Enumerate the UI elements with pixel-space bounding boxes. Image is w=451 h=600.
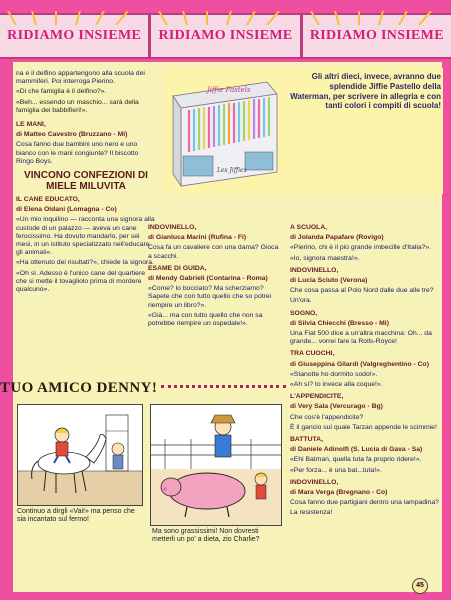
page-number: 45: [412, 578, 428, 594]
joke-text: «Già... ma con tutto quello che non sa potrebbe riempire un ospedale!».: [148, 311, 263, 328]
joke-author: di Jolanda Papafare (Rovigo): [290, 234, 384, 242]
joke-text: Che cosa passa al Polo Nord dalle due alle tre?: [290, 287, 434, 295]
header-banner: [0, 13, 451, 59]
joke-title: LE MANI,: [16, 121, 46, 129]
joke-author: di Elena Oldani (Lomagna - Co): [16, 206, 117, 214]
joke-text: «Per forza... è una bat...tuta!».: [290, 466, 382, 474]
sunburst-icon: [157, 11, 307, 25]
comic-caption-2: Ma sono grassissimi! Non dovresti metterli un po' a dieta, zio Charlie?: [152, 528, 260, 544]
joke-text: Un'ora.: [290, 297, 312, 305]
joke-author: di Very Sala (Vercurago - Bg): [290, 403, 383, 411]
joke-author: di Daniele Adinolfi (S. Lucia di Gava - Sa): [290, 446, 423, 454]
joke-title: SOGNO,: [290, 309, 318, 317]
joke-text: La resistenza!: [290, 509, 333, 517]
joke-author: di Lucia Sciuto (Verona): [290, 277, 368, 285]
intro-line: «Di che famiglia è il delfino?».: [16, 88, 107, 96]
joke-author: di Silvia Chiecchi (Bresso - Mi): [290, 319, 389, 327]
joke-text: Cosa fanno due partigiani dentro una lampadina?: [290, 499, 439, 507]
column-3: [290, 224, 440, 520]
joke-text: «Pierino, chi è il più grande imbecille d'Italia?».: [290, 244, 432, 252]
joke-text: «Ha ottenuto dei risultati?», chiede la signora.: [16, 259, 154, 267]
joke-text: «Io, signora maestra!».: [290, 254, 360, 262]
joke-text: Una Fiat 500 dice a un'altra macchina: Oh... da grande... vorrei fare la Rolls-Royce!: [290, 330, 432, 346]
joke-text: È il gancio sul quale Tarzan appende le scimmie!: [290, 423, 437, 431]
dotted-divider: [161, 385, 286, 391]
column-1: [16, 70, 156, 296]
joke-text: «Un mio inquilino — racconta una signora alla custode di un palazzo — aveva un cane ferocissimo. Ha dovuto mandarlo, per sei mesi, in un istituto specializzato nell'educare gli animali».: [16, 216, 155, 257]
banner-title: RIDIAMO INSIEME: [158, 28, 293, 43]
banner-title: RIDIAMO INSIEME: [7, 28, 142, 43]
pen-display-case-icon: [167, 76, 283, 196]
comic-caption-1: Continuo a dirgli «Vai!» ma penso che sia incantato sul fermo!: [17, 508, 135, 524]
joke-title: TRA CUOCHI,: [290, 350, 335, 358]
joke-author: di Matteo Cavestro (Bruzzano - Mi): [16, 131, 128, 139]
banner-title: RIDIAMO INSIEME: [309, 28, 444, 43]
joke-text: «Stanotte ho dormito sodo!».: [290, 370, 378, 378]
case-label: Jiffie Pastels: [207, 86, 251, 94]
joke-author: di Gianluca Marini (Rufina - Fi): [148, 234, 247, 242]
banner-cell: [151, 15, 302, 57]
joke-text: Cosa fa un cavaliere con una dama? Gioca a scacchi.: [148, 244, 279, 260]
joke-title: A SCUOLA,: [290, 224, 328, 231]
sunburst-icon: [309, 11, 451, 25]
joke-text: «Oh sì. Adesso è l'unico cane del quartiere che si mette il tovagliolo prima di mordere qualcuno».: [16, 269, 146, 294]
joke-title: ESAME DI GUIDA,: [148, 264, 207, 272]
intro-text: na e il delfino appartengono alla scuola dei mammiferi. Poi interroga Pierino.: [16, 70, 145, 86]
banner-cell: [303, 15, 451, 57]
comic-panel-2: [150, 404, 282, 526]
ad-text: Gli altri dieci, invece, avranno due splendide Jiffie Pastello della Waterman, per scrivere in allegria e con tanti colori i compiti di scuola!: [290, 72, 441, 111]
intro-line: «Beh... essendo un maschio... sarà della famiglia dei babbifieri!».: [16, 98, 139, 114]
joke-author: di Giuseppina Gilardi (Valgreghentino - Co): [290, 360, 429, 368]
horse-boy-illustration: [18, 405, 142, 505]
joke-text: «Ah sì? Io invece alla coque!».: [290, 381, 383, 389]
column-2: [148, 224, 284, 330]
joke-title: BATTUTA,: [290, 436, 323, 444]
joke-title: INDOVINELLO,: [148, 224, 197, 231]
vincono-headline: VINCONO CONFEZIONI DI MIELE MILUVITA: [24, 170, 148, 193]
banner-cell: [0, 15, 151, 57]
case-label-2: Les Jiffies: [217, 167, 247, 174]
joke-title: INDOVINELLO,: [290, 478, 339, 486]
denny-title: TUO AMICO DENNY!: [0, 379, 158, 396]
pig-farm-illustration: [151, 405, 281, 525]
joke-title: L'APPENDICITE,: [290, 393, 344, 401]
joke-title: INDOVINELLO,: [290, 266, 339, 274]
joke-text: «Ehi Batman, quella tuta fa proprio ridere!».: [290, 456, 422, 464]
joke-text: «Come? lo bocciato? Ma scherziamo? Sapete che con tutto quello che so potrei riempire un libro?».: [148, 285, 272, 309]
sunburst-icon: [6, 11, 156, 25]
joke-author: di Mara Verga (Bregnano - Co): [290, 489, 388, 497]
comic-panel-1: [17, 404, 143, 506]
joke-text: Che cos'è l'appendicite?: [290, 413, 364, 421]
joke-title: IL CANE EDUCATO,: [16, 196, 80, 204]
joke-author: di Mendy Gabrieli (Contarina - Roma): [148, 275, 268, 283]
denny-header: [0, 380, 286, 396]
joke-text: Cosa fanno due bambini uno nero e uno bianco con le mani congiunte? Il biscotto Ringo Boys.: [16, 141, 139, 165]
